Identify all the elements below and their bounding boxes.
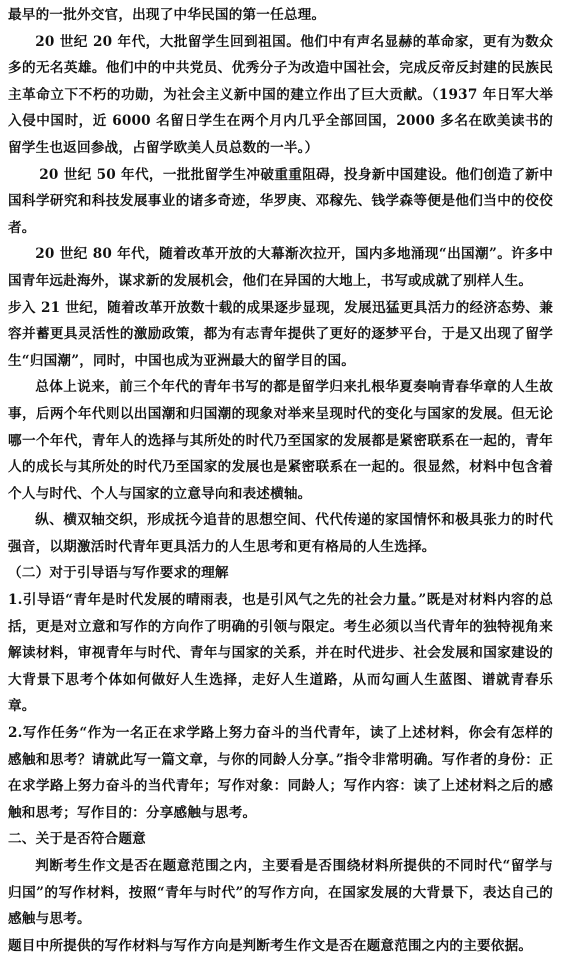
paragraph-writing-task: 2.写作任务“作为一名正在求学路上努力奋斗的当代青年，读了上述材料，你会有怎样的感触和思考？请就此写一篇文章，与你的同龄人分享。”指令非常明确。写作者的身份：正在求学路上努力奋斗的当代青年；写作对象：同龄人；写作内容：读了上述材料之后的感触和思考；写作目的：分享感触与思考。 (8, 725, 553, 821)
section-heading-understanding: （二）对于引导语与写作要求的理解 (8, 565, 229, 582)
paragraph-basis: 题目中所提供的写作材料与写作方向是判断考生作文是否在题意范围之内的主要依据。 (8, 937, 533, 954)
paragraph-judgement: 判断考生作文是否在题意范围之内，主要看是否围绕材料所提供的不同时代“留学与归国”的写作材料，按照“青年与时代”的写作方向，在国家发展的大背景下，表达自己的感触与思考。 (8, 858, 553, 928)
paragraph-21st-century: 步入 21 世纪，随着改革开放数十载的成果逐步显现，发展迅猛更具活力的经济态势、兼容并蓄更具灵活性的激励政策，都为有志青年提供了更好的逐梦平台，于是又出现了留学生“归国潮”，同时，中国也成为亚洲最大的留学目的国。 (8, 299, 553, 369)
paragraph-intro-tail: 最早的一批外交官，出现了中华民国的第一任总理。 (8, 7, 326, 23)
paragraph-summary: 总体上说来，前三个年代的青年书写的都是留学归来扎根华夏奏响青春华章的人生故事，后两个年代则以出国潮和归国潮的现象对举来呈现时代的变化与国家的发展。但无论哪一个年代，青年人的选择与其所处的时代乃至国家的发展都是紧密联系在一起的，青年人的成长与其所处的时代乃至国家的发展也是紧密联系在一起的。很显然，材料中包含着个人与时代、个人与国家的立意导向和表述横轴。 (8, 379, 553, 502)
paragraph-1980s: 20 世纪 80 年代，随着改革开放的大幕渐次拉开，国内多地涌现“出国潮”。许多中国青年远赴海外，谋求新的发展机会，他们在异国的大地上，书写或成就了别样人生。 (8, 246, 553, 289)
paragraph-guide-language: 1.引导语“青年是时代发展的晴雨表，也是引风气之先的社会力量。”既是对材料内容的总括，更是对立意和写作的方向作了明确的引领与限定。考生必须以当代青年的独特视角来解读材料，审视青年与时代、青年与国家的关系，并在时代进步、社会发展和国家建设的大背景下思考个体如何做好人生选择，走好人生道路，从而勾画人生蓝图、谱就青春乐章。 (8, 592, 553, 715)
paragraph-1950s: 20 世纪 50 年代，一批批留学生冲破重重阻碍，投身新中国建设。他们创造了新中国科学研究和科技发展事业的诸多奇迹，华罗庚、邓稼先、钱学森等便是他们当中的佼佼者。 (8, 166, 553, 236)
paragraph-dual-axes: 纵、横双轴交织，形成抚今追昔的思想空间、代代传递的家国情怀和极具张力的时代强音，以期激活时代青年更具活力的人生思考和更有格局的人生选择。 (8, 512, 553, 555)
section-heading-topic-fit: 二、关于是否符合题意 (8, 831, 146, 848)
paragraph-1920s: 20 世纪 20 年代，大批留学生回到祖国。他们中有声名显赫的革命家，更有为数众多的无名英雄。他们中的中共党员、优秀分子为改造中国社会，完成反帝反封建的民族民主革命立下不朽的功勋，为社会主义新中国的建立作出了巨大贡献。（1937 年日军大举入侵中国时，近 6000 名留日学生在两个月内几乎全部回国，2000 多名在欧美读书的留学生也返回参战，占留学欧美人员总数的一半。） (8, 33, 553, 156)
